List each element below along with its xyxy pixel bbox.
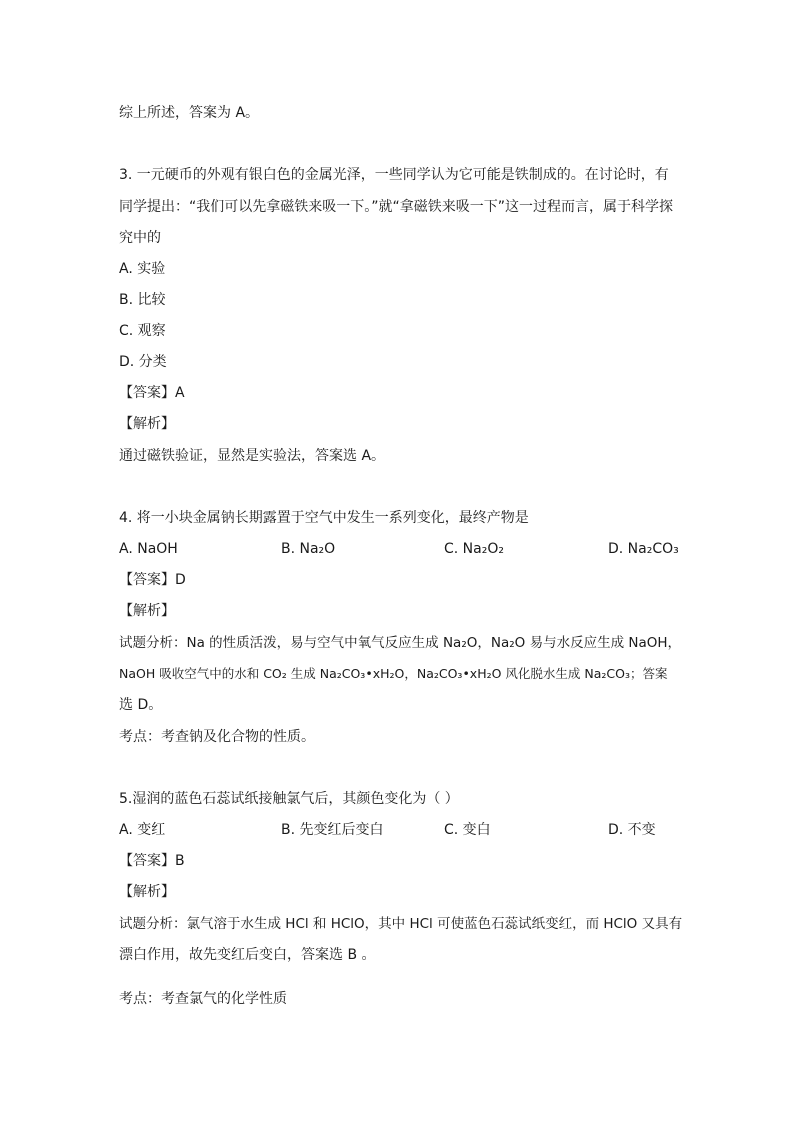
q5-analysis-heading: 【解析】: [119, 884, 175, 900]
q5-answer: 【答案】B: [119, 853, 185, 869]
q5-options-row: [119, 820, 679, 840]
q5-option-c: C. 变白: [444, 822, 491, 838]
q4-option-a: A. NaOH: [119, 541, 178, 557]
q4-options-row: [119, 539, 679, 559]
q5-option-d: D. 不变: [608, 822, 656, 838]
q4-option-c: C. Na₂O₂: [444, 541, 504, 557]
q4-option-d: D. Na₂CO₃: [608, 541, 679, 557]
q3-analysis: 通过磁铁验证，显然是实验法，答案选 A。: [119, 448, 386, 464]
q4-option-b: B. Na₂O: [281, 541, 336, 557]
q3-stem-line-3: 究中的: [119, 230, 161, 246]
q4-stem: 4. 将一小块金属钠长期露置于空气中发生一系列变化，最终产物是: [119, 510, 529, 526]
q3-stem-line-1: 3. 一元硬币的外观有银白色的金属光泽，一些同学认为它可能是铁制成的。在讨论时，有: [119, 167, 669, 183]
q4-point: 考点：考查钠及化合物的性质。: [119, 729, 315, 745]
q4-analysis-line-1: 试题分析：Na 的性质活泼，易与空气中氧气反应生成 Na₂O，Na₂O 易与水反应生成 NaOH，: [119, 635, 682, 651]
q4-analysis-line-2: NaOH 吸收空气中的水和 CO₂ 生成 Na₂CO₃•xH₂O，Na₂CO₃•xH₂O 风化脱水生成 Na₂CO₃；答案: [119, 666, 668, 681]
q5-analysis-line-1: 试题分析：氯气溶于水生成 HCl 和 HClO，其中 HCl 可使蓝色石蕊试纸变红，而 HClO 又具有: [119, 916, 683, 932]
q4-answer: 【答案】D: [119, 572, 186, 588]
q3-option-b: B. 比较: [119, 292, 166, 308]
q3-option-d: D. 分类: [119, 354, 167, 370]
summary-line: 综上所述，答案为 A。: [119, 105, 260, 121]
q3-stem-line-2: 同学提出：“我们可以先拿磁铁来吸一下。”就“拿磁铁来吸一下”这一过程而言，属于科学探: [119, 199, 674, 215]
q3-analysis-heading: 【解析】: [119, 416, 175, 432]
q3-option-c: C. 观察: [119, 323, 166, 339]
q5-analysis-line-2: 漂白作用，故先变红后变白，答案选 B 。: [119, 947, 376, 963]
q5-option-b: B. 先变红后变白: [281, 822, 384, 838]
q5-option-a: A. 变红: [119, 822, 166, 838]
q3-option-a: A. 实验: [119, 261, 166, 277]
q4-analysis-heading: 【解析】: [119, 603, 175, 619]
q3-answer: 【答案】A: [119, 385, 185, 401]
q4-analysis-line-3: 选 D。: [119, 697, 163, 713]
q5-stem: 5.湿润的蓝色石蕊试纸接触氯气后，其颜色变化为（ ）: [119, 791, 459, 807]
q5-point: 考点：考查氯气的化学性质: [119, 991, 287, 1007]
